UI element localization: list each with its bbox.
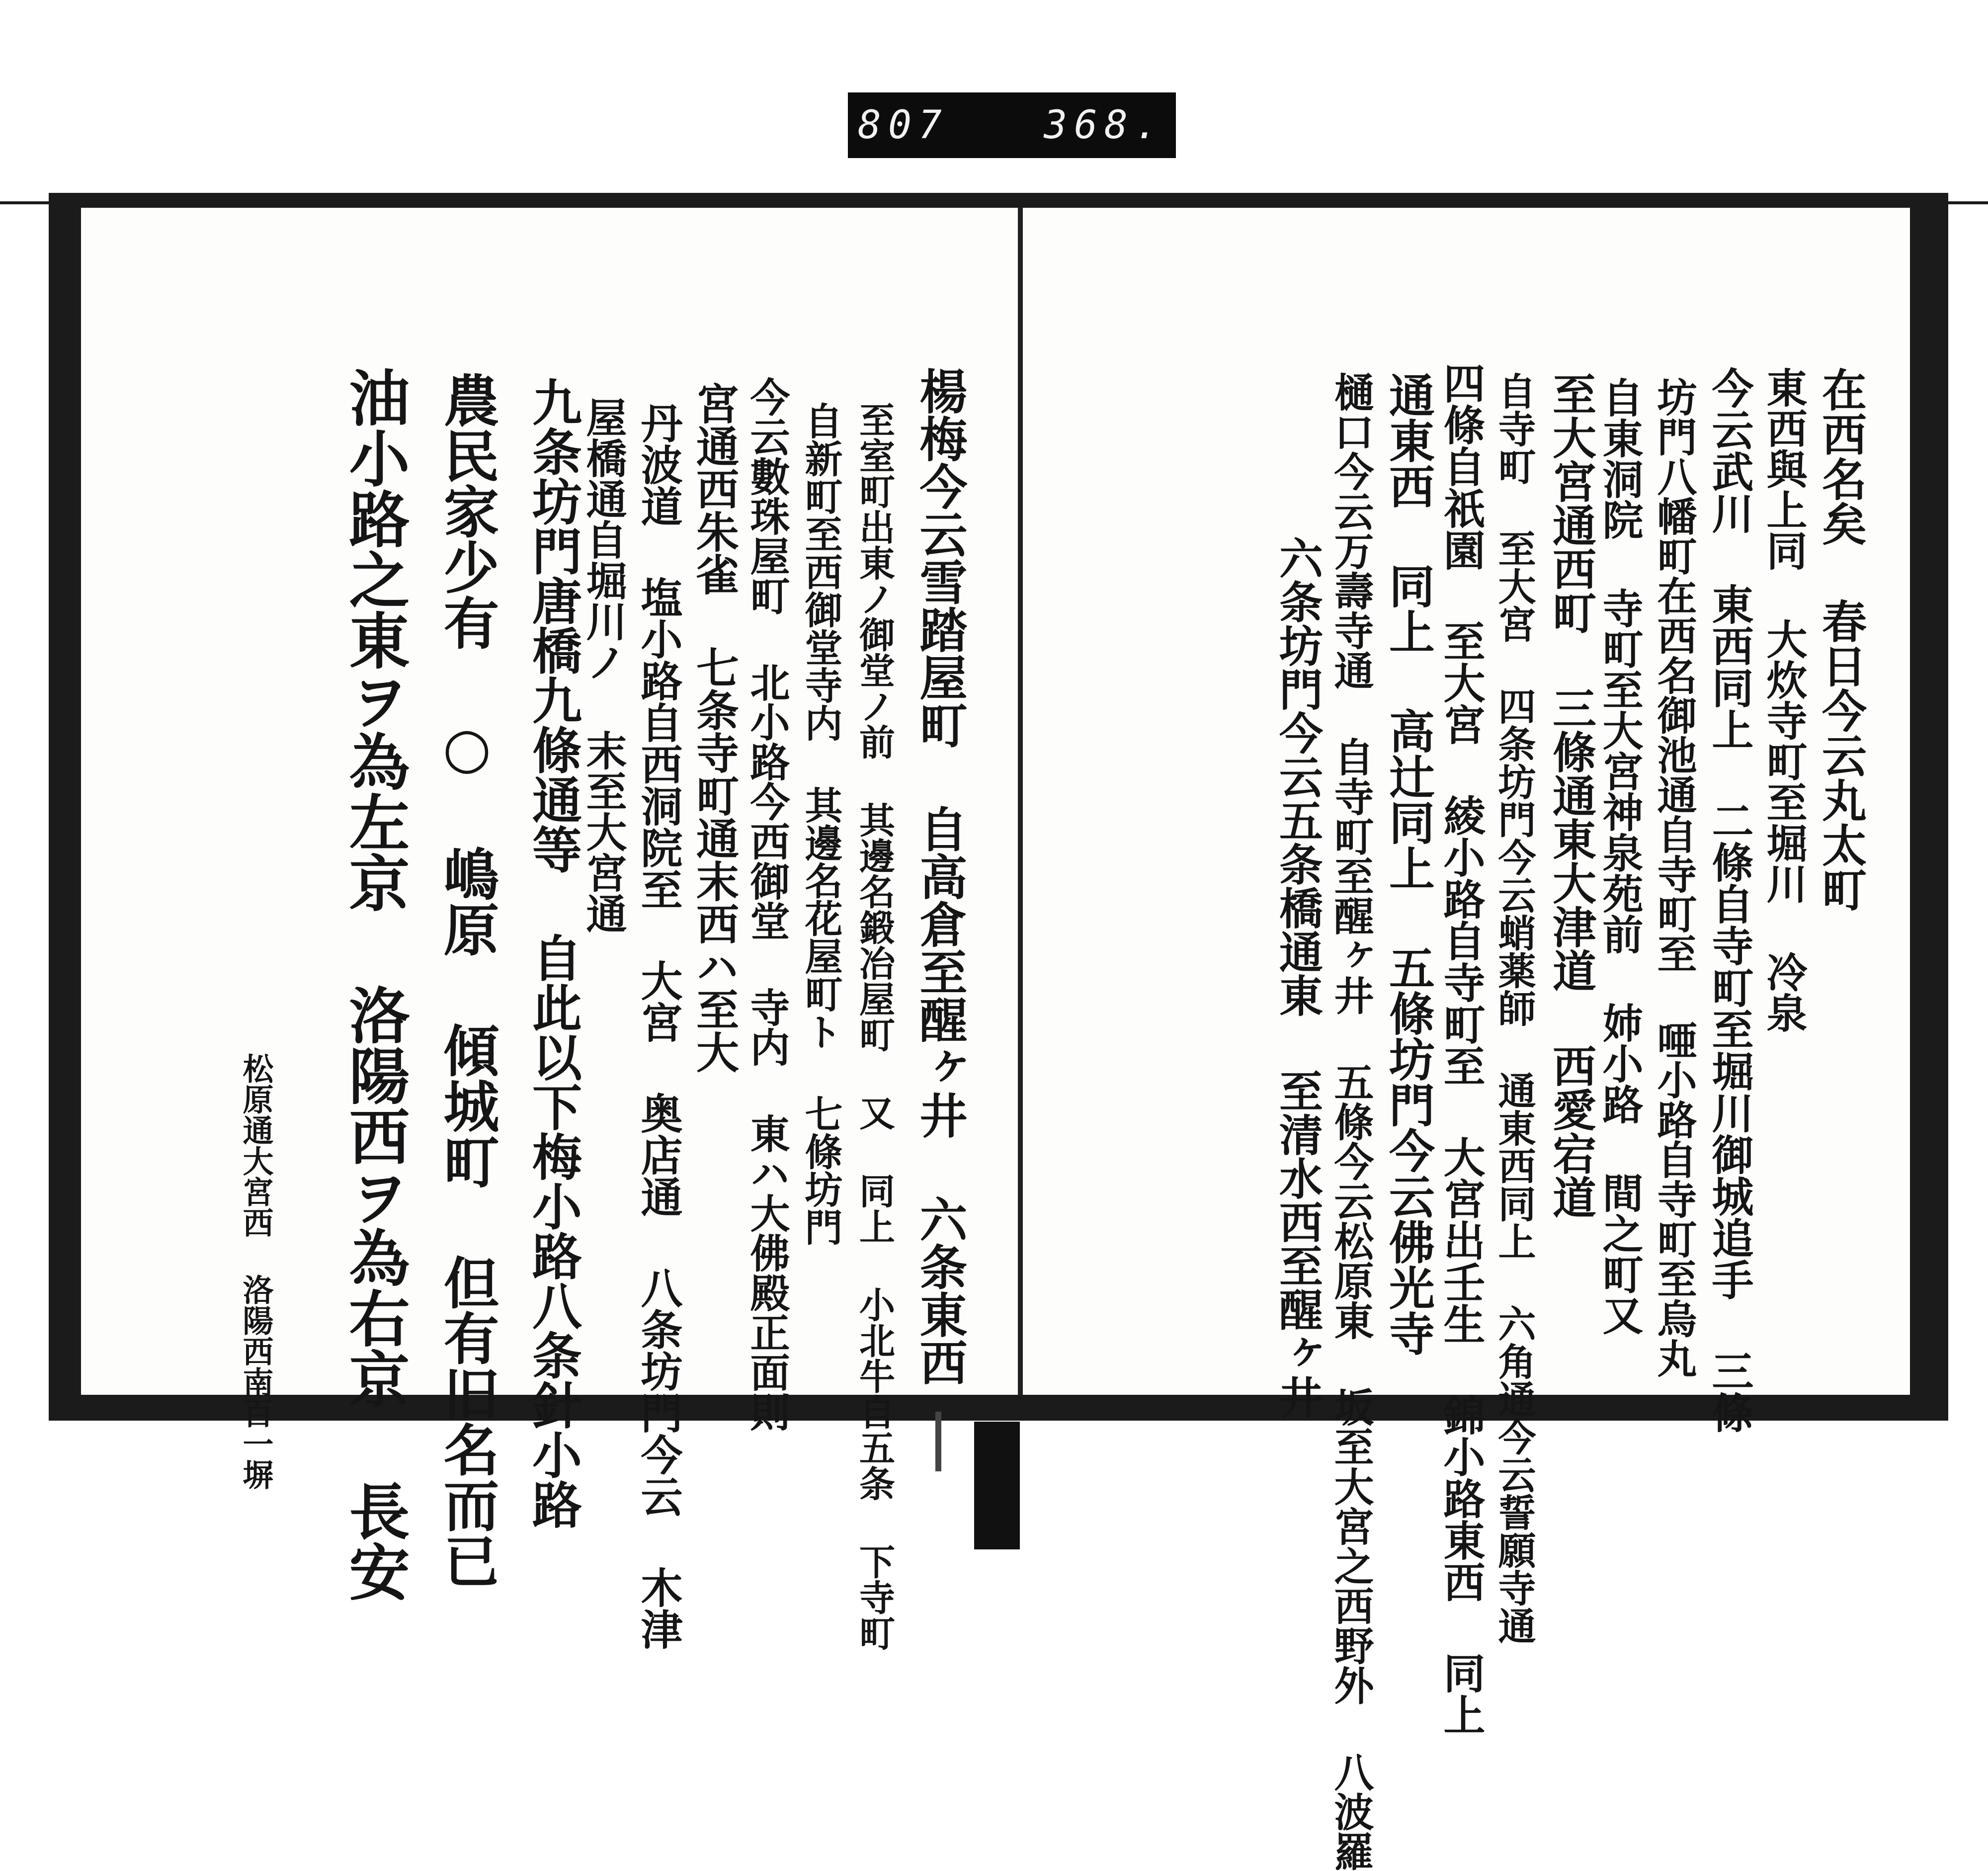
right-page-text	[1023, 208, 1910, 1871]
right-column-5: 自東洞院 寺町至大宮神泉苑前 姉小路 間之町又	[1596, 377, 1644, 1335]
right-column-9: 通東西 同上 高辻同上 五條坊門今云佛光寺	[1382, 372, 1435, 1356]
right-column-7: 自寺町 至大宮 四条坊門今云蛸薬師 通東西同上 六角通今云誓願寺通	[1492, 372, 1536, 1644]
right-column-11: 六条坊門今云五条橋通東 至清水西至醒ヶ井	[1272, 536, 1324, 1419]
gutter	[1018, 208, 1023, 1395]
left-column-5: 宮通西朱雀 七条寺町通末西ハ至大	[689, 382, 739, 1073]
right-column-6: 至大宮通西町 三條通東大津道 西愛宕道	[1546, 372, 1597, 1219]
bottom-tab-left	[935, 1412, 941, 1471]
right-column-10: 樋口今云万壽寺通 自寺町至醒ヶ井 五條今云松原東 坂至大宮之西野外 八波羅	[1327, 372, 1374, 1871]
left-column-11: 松原通大宮西 洛陽西南百一塀	[238, 1053, 274, 1490]
book-spread	[49, 193, 1948, 1871]
right-page	[1023, 208, 1910, 1871]
reference-left: 807	[858, 103, 949, 148]
right-column-3: 今云武川 東西同上 二條自寺町至堀川御城追手 三條	[1705, 367, 1754, 1433]
left-column-6: 丹波道 塩小路自西洞院至 大宮 奥店通 八条坊門今云 木津	[634, 402, 683, 1650]
right-column-1: 在西名矣 春日今云丸太町	[1814, 367, 1867, 912]
left-column-9: 農民家少有 ○ 嶋原 傾城町 但有旧名而已	[434, 372, 499, 1588]
left-column-4: 今云數珠屋町 北小路今西御堂 寺内 東ハ大佛殿正面則	[744, 377, 790, 1432]
left-column-2: 至室町出東ノ御堂ノ前 其邊名鍛冶屋町 又 同上 小北牛自五条 下寺町	[853, 402, 896, 1651]
bottom-tab	[974, 1422, 1020, 1549]
right-column-2: 東西與上同 大炊寺町至堀川 冷泉	[1760, 367, 1808, 1033]
left-column-3: 自新町至西御堂寺内 其邊名花屋町ト 七條坊門	[799, 402, 843, 1246]
left-column-8: 九条坊門唐橋九條通等 自此以下梅小路八条針小路	[524, 377, 582, 1529]
left-column-10: 油小路之東ヲ為左京 洛陽西ヲ為右京 長安	[339, 367, 411, 1602]
reference-label	[848, 92, 1176, 158]
left-column-1: 楊梅今云雪踏屋町 自高倉至醒ヶ井 六条東西	[912, 367, 968, 1386]
left-column-7: 屋橋通自堀川ノ 末至大宮通	[580, 397, 627, 934]
left-page-text	[81, 208, 1018, 1651]
right-column-8: 四條自祇園 至大宮 綾小路自寺町至 大宮出壬生 錦小路東西 同上	[1437, 362, 1486, 1735]
right-column-4: 坊門八幡町在西名御池通自寺町至 唖小路自寺町至烏丸	[1651, 377, 1697, 1378]
reference-right: 368.	[1044, 103, 1165, 148]
left-page	[81, 208, 1018, 1651]
